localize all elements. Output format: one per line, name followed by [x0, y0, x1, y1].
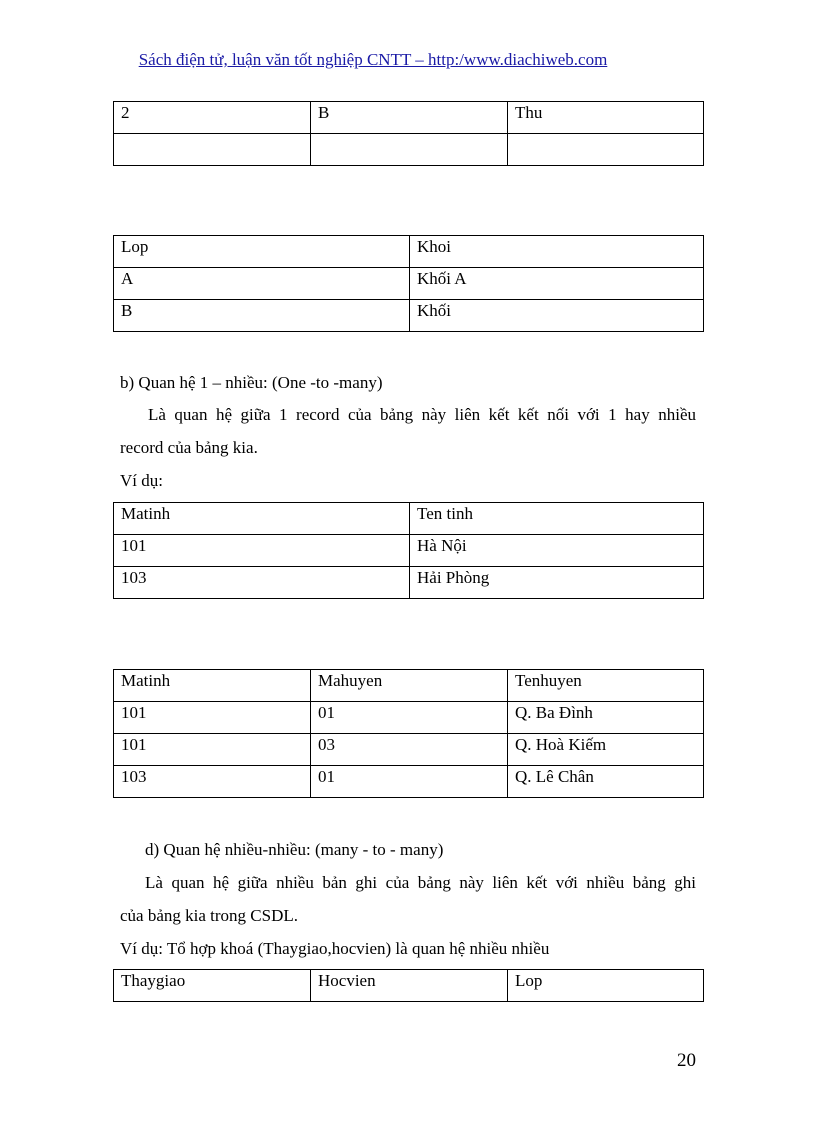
table-row	[114, 300, 704, 332]
table-matinh-mahuyen	[113, 669, 704, 798]
header-link[interactable]: Sách điện tử, luận văn tốt nghiệp CNTT – http:/www.diachiweb.com	[138, 50, 608, 69]
table-cell: Mahuyen	[311, 670, 508, 702]
page-number: 20	[677, 1050, 696, 1071]
table-cell	[508, 134, 704, 166]
section-d-paragraph-line1: Là quan hệ giữa nhiều bản ghi của bảng này liên kết với nhiều bảng ghi	[145, 873, 696, 892]
section-d-heading: d) Quan hệ nhiều-nhiều: (many - to - many)	[145, 840, 444, 859]
table-cell	[114, 134, 311, 166]
table-row	[114, 766, 704, 798]
table-cell: 03	[311, 734, 508, 766]
table-thaygiao-hocvien	[113, 969, 704, 1002]
section-d-paragraph-line2: của bảng kia trong CSDL.	[120, 906, 298, 925]
table-cell: Thaygiao	[114, 970, 311, 1002]
section-b-paragraph-line1: Là quan hệ giữa 1 record của bảng này liên kết kết nối với 1 hay nhiều	[148, 405, 696, 424]
table-cell: 2	[114, 102, 311, 134]
table-row	[114, 970, 704, 1002]
table-row	[114, 503, 704, 535]
table-cell: B	[114, 300, 410, 332]
table-cell: A	[114, 268, 410, 300]
table-row	[114, 670, 704, 702]
table-cell: Ten tinh	[410, 503, 704, 535]
section-b-heading: b) Quan hệ 1 – nhiều: (One -to -many)	[120, 373, 383, 392]
table-cell: 101	[114, 535, 410, 567]
section-b-example: Ví dụ:	[120, 471, 163, 490]
table-row	[114, 236, 704, 268]
table-cell: 103	[114, 766, 311, 798]
table-cell: Q. Lê Chân	[508, 766, 704, 798]
table-row	[114, 567, 704, 599]
table-cell: Lop	[114, 236, 410, 268]
table-row	[114, 268, 704, 300]
table-matinh-tentinh	[113, 502, 704, 599]
table-cell: 101	[114, 702, 311, 734]
table-cell: Matinh	[114, 670, 311, 702]
table-row	[114, 535, 704, 567]
table-cell: Hải Phòng	[410, 567, 704, 599]
table-cell	[311, 134, 508, 166]
table-cell: B	[311, 102, 508, 134]
table-cell: Khoi	[410, 236, 704, 268]
table-cell: 101	[114, 734, 311, 766]
table-cell: Khối	[410, 300, 704, 332]
table-row	[114, 734, 704, 766]
table-1	[113, 101, 704, 166]
table-cell: 01	[311, 702, 508, 734]
table-row	[114, 134, 704, 166]
table-cell: Thu	[508, 102, 704, 134]
table-cell: Matinh	[114, 503, 410, 535]
table-lop-khoi	[113, 235, 704, 332]
table-cell: Lop	[508, 970, 704, 1002]
table-row	[114, 702, 704, 734]
table-cell: Tenhuyen	[508, 670, 704, 702]
table-cell: Hocvien	[311, 970, 508, 1002]
table-cell: Q. Ba Đình	[508, 702, 704, 734]
table-cell: Hà Nội	[410, 535, 704, 567]
table-cell: 01	[311, 766, 508, 798]
table-cell: Khối A	[410, 268, 704, 300]
section-d-example: Ví dụ: Tổ hợp khoá (Thaygiao,hocvien) là quan hệ nhiều nhiều	[120, 939, 550, 958]
table-cell: 103	[114, 567, 410, 599]
section-b-paragraph-line2: record của bảng kia.	[120, 438, 258, 457]
table-row	[114, 102, 704, 134]
table-cell: Q. Hoà Kiếm	[508, 734, 704, 766]
